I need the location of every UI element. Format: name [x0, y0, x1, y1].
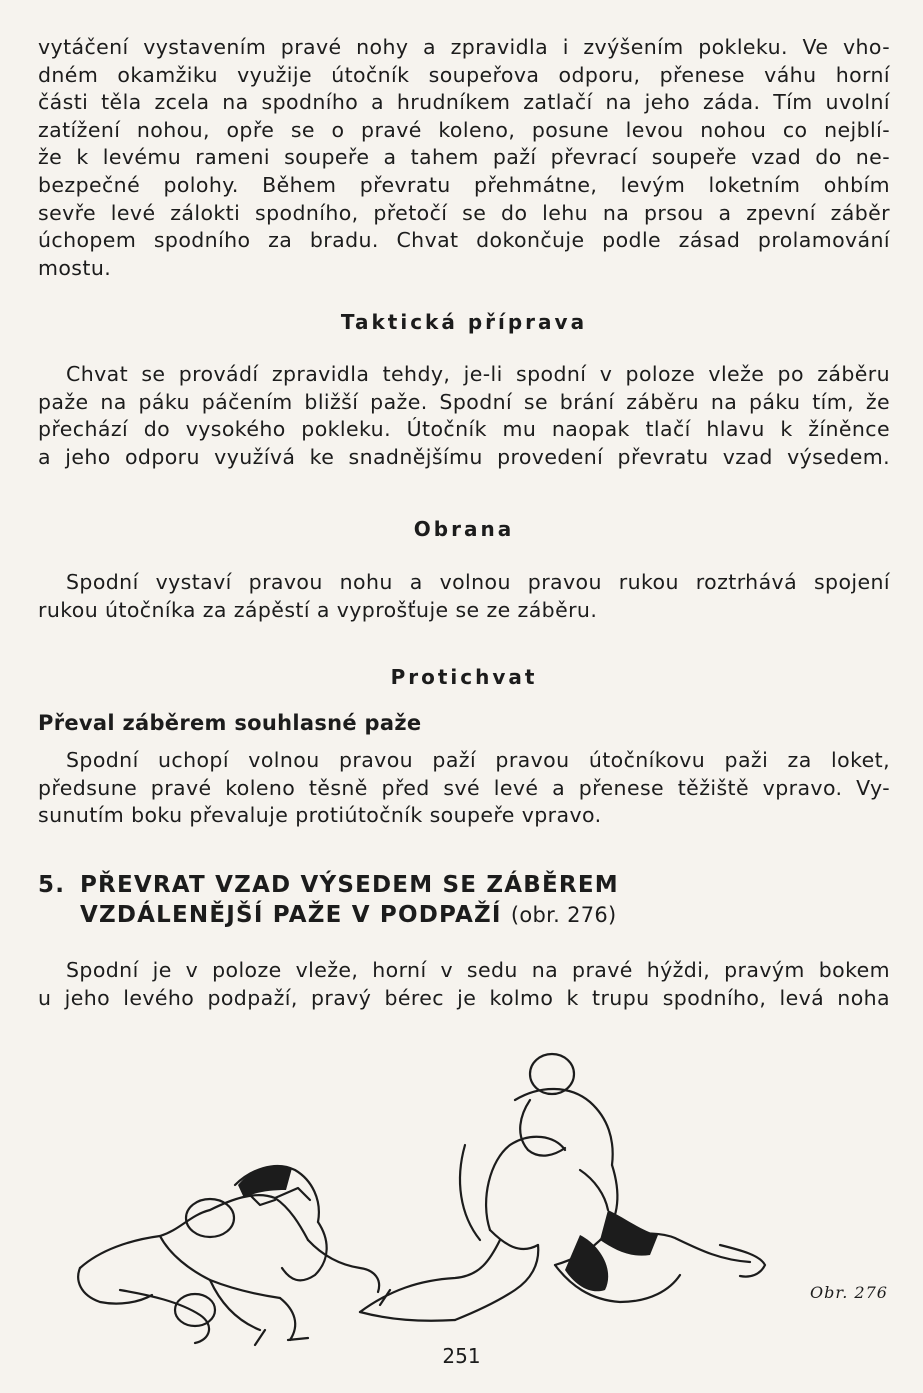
- text-line: úchopem spodního za bradu. Chvat dokončuje podle zásad prolamování: [38, 228, 890, 253]
- wrestlers-trunks-right-icon: [565, 1210, 658, 1291]
- text-line: předsune pravé koleno těsně před své levé a přenese těžiště vpravo. Vy-: [38, 775, 890, 800]
- heading-obrana: Obrana: [413, 517, 515, 541]
- text-line: u jeho levého podpaží, pravý bérec je kolmo k trupu spodního, levá noha: [38, 985, 890, 1010]
- text-line: Spodní uchopí volnou pravou paží pravou útočníkovu paži za loket,: [66, 748, 890, 772]
- section-number: 5.: [38, 872, 66, 898]
- text-line: zatížení nohou, opře se o pravé koleno, posune levou nohou co nejblí-: [38, 117, 890, 142]
- text-line: Chvat se provádí zpravidla tehdy, je-li spodní v poloze vleže po záběru: [66, 362, 890, 386]
- text-line: dném okamžiku využije útočník soupeřova odporu, přenese váhu horní: [38, 62, 890, 87]
- text-line: vytáčení vystavením pravé nohy a zpravidla i zvýšením pokleku. Ve vho-: [38, 35, 890, 59]
- figure-reference: (obr. 276): [510, 903, 617, 927]
- paragraph-preval: [38, 747, 890, 830]
- wrestlers-illustration-right-icon: [360, 1054, 765, 1321]
- section-title-5: [38, 870, 619, 930]
- text-line: že k levému rameni soupeře a tahem paží převrací soupeře vzad do ne-: [38, 145, 890, 170]
- text-line: Spodní vystaví pravou nohu a volnou pravou rukou roztrhává spojení: [66, 570, 890, 594]
- paragraph-continuation: [38, 34, 890, 282]
- text-line: a jeho odporu využívá ke snadnějšímu provedení převratu vzad výsedem.: [38, 444, 890, 469]
- text-line: paže na páku páčením bližší paže. Spodní se brání záběru na páku tím, že: [38, 389, 890, 414]
- text-line: sunutím boku převaluje protiútočník soupeře vpravo.: [38, 803, 602, 828]
- figure-276: [60, 1040, 780, 1360]
- text-line: bezpečné polohy. Během převratu přehmátne, levým loketním ohbím: [38, 172, 890, 197]
- section-title-line1: PŘEVRAT VZAD VÝSEDEM SE ZÁBĚREM: [80, 872, 619, 898]
- page-number: 251: [442, 1344, 481, 1368]
- heading-takticka-priprava: Taktická příprava: [340, 310, 588, 334]
- paragraph-takticka: [38, 361, 890, 471]
- text-line: mostu.: [38, 255, 112, 280]
- text-line: části těla zcela na spodního a hrudníkem zatlačí na jeho záda. Tím uvolní: [38, 90, 890, 115]
- paragraph-section5: [38, 957, 890, 1012]
- text-line: přechází do vysokého pokleku. Útočník mu naopak tlačí hlavu k žíněnce: [38, 417, 890, 442]
- wrestlers-illustration-icon: [60, 1040, 780, 1360]
- paragraph-obrana: [38, 569, 890, 624]
- subheading-preval: Převal záběrem souhlasné paže: [38, 711, 422, 735]
- wrestlers-illustration-left-icon: [78, 1166, 379, 1345]
- text-line: Spodní je v poloze vleže, horní v sedu na pravé hýždi, pravým bokem: [66, 958, 890, 982]
- text-line: sevře levé zálokti spodního, přetočí se do lehu na prsou a zpevní záběr: [38, 200, 890, 225]
- text-line: rukou útočníka za zápěstí a vyprošťuje se ze záběru.: [38, 597, 598, 622]
- heading-protichvat: Protichvat: [390, 665, 538, 689]
- figure-caption: Obr. 276: [810, 1283, 888, 1302]
- section-title-line2: VZDÁLENĚJŠÍ PAŽE V PODPAŽÍ: [80, 902, 502, 928]
